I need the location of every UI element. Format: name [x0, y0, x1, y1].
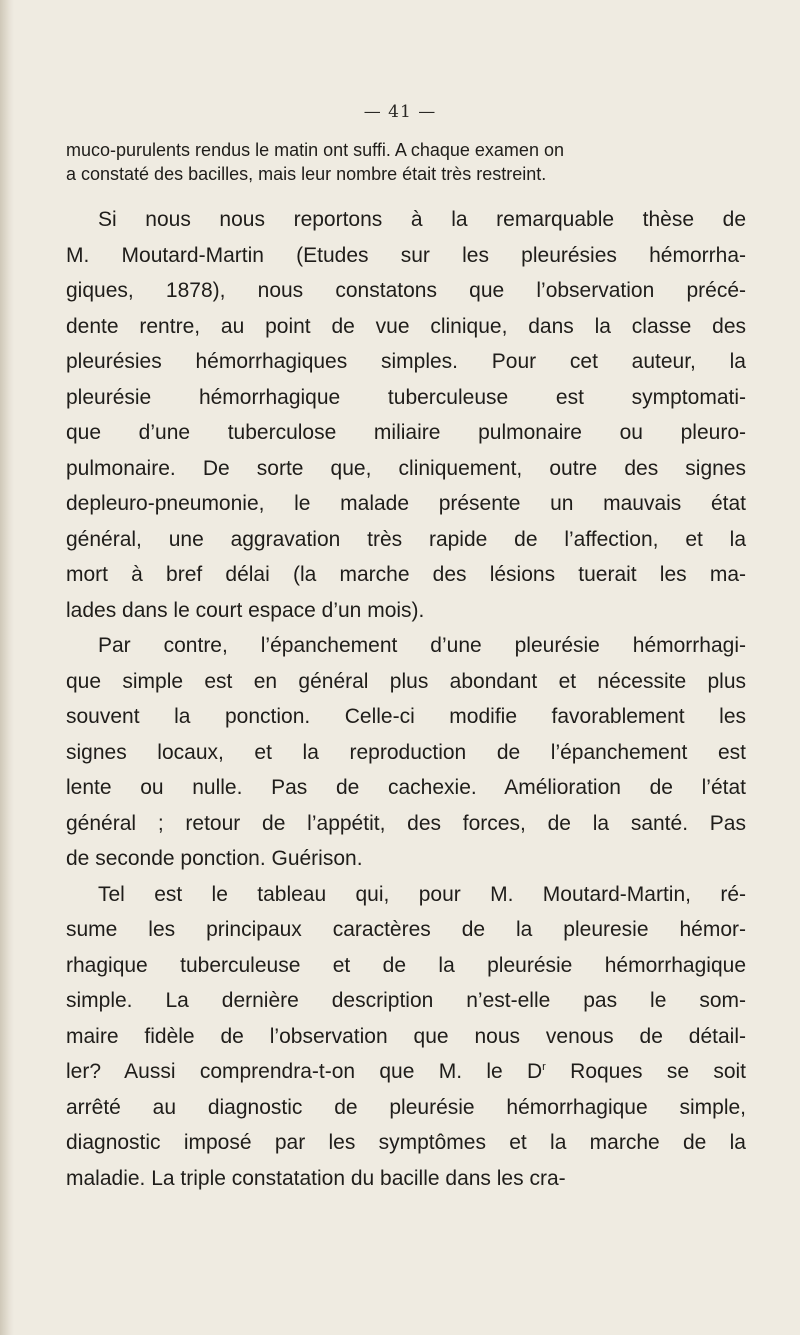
text-line: pleurésies hémorrhagiques simples. Pour cet auteur, la — [66, 350, 746, 373]
text-line: arrêté au diagnostic de pleurésie hémorrhagique simple, — [66, 1095, 746, 1119]
text-line: Si nous nous reportons à la remarquable thèse de — [98, 208, 746, 231]
text-line: lente ou nulle. Pas de cachexie. Amélioration de l’état — [66, 776, 746, 799]
text-line: pulmonaire. De sorte que, cliniquement, outre des signes — [66, 456, 746, 480]
text-line: diagnostic imposé par les symptômes et la marche de la — [66, 1131, 746, 1154]
text-line: simple. La dernière description n’est-elle pas le som- — [66, 989, 746, 1012]
text-line: général ; retour de l’appétit, des forces, de la santé. Pas — [66, 811, 746, 835]
main-text — [66, 202, 746, 1196]
text-line: depleuro-pneumonie, le malade présente un mauvais état — [66, 492, 746, 515]
text-line: sume les principaux caractères de la pleuresie hémor- — [66, 918, 746, 941]
text-line: M. Moutard-Martin (Etudes sur les pleurésies hémorrha- — [66, 243, 746, 267]
text-line: maire fidèle de l’observation que nous venous de détail- — [66, 1024, 746, 1048]
text-line: dente rentre, au point de vue clinique, dans la classe des — [66, 314, 746, 338]
text-line: que simple est en général plus abondant et nécessite plus — [66, 669, 746, 693]
text-line: que d’une tuberculose miliaire pulmonaire ou pleuro- — [66, 421, 746, 444]
page-number-header: — 41 — — [363, 102, 437, 122]
text-line: lades dans le court espace d’un mois). — [66, 598, 425, 622]
continued-paragraph — [66, 138, 746, 186]
text-line: signes locaux, et la reproduction de l’épanchement est — [66, 740, 746, 764]
text-line: de seconde ponction. Guérison. — [66, 847, 363, 870]
text-line: muco-purulents rendus le matin ont suffi. A chaque examen on — [66, 140, 564, 160]
text-line: Tel est le tableau qui, pour M. Moutard-Martin, ré- — [98, 882, 746, 906]
text-line: pleurésie hémorrhagique tuberculeuse est symptomati- — [66, 385, 746, 409]
text-line: giques, 1878), nous constatons que l’observation précé- — [66, 279, 746, 302]
superscript: r — [542, 1061, 546, 1073]
text-line — [66, 1054, 746, 1090]
text-line: souvent la ponction. Celle-ci modifie favorablement les — [66, 705, 746, 728]
text-line: Par contre, l’épanchement d’une pleurésie hémorrhagi- — [98, 634, 746, 657]
text-fragment: ler? Aussi comprendra-t-on que M. le D — [66, 1060, 543, 1083]
text-fragment: Roques se soit — [545, 1060, 747, 1083]
text-line: rhagique tuberculeuse et de la pleurésie hémorrhagique — [66, 953, 746, 977]
text-line: a constaté des bacilles, mais leur nombre était très restreint. — [66, 164, 547, 184]
text-line: maladie. La triple constatation du bacille dans les cra- — [66, 1166, 566, 1190]
text-line: mort à bref délai (la marche des lésions tuerait les ma- — [66, 563, 746, 586]
text-line: général, une aggravation très rapide de l’affection, et la — [66, 527, 746, 551]
